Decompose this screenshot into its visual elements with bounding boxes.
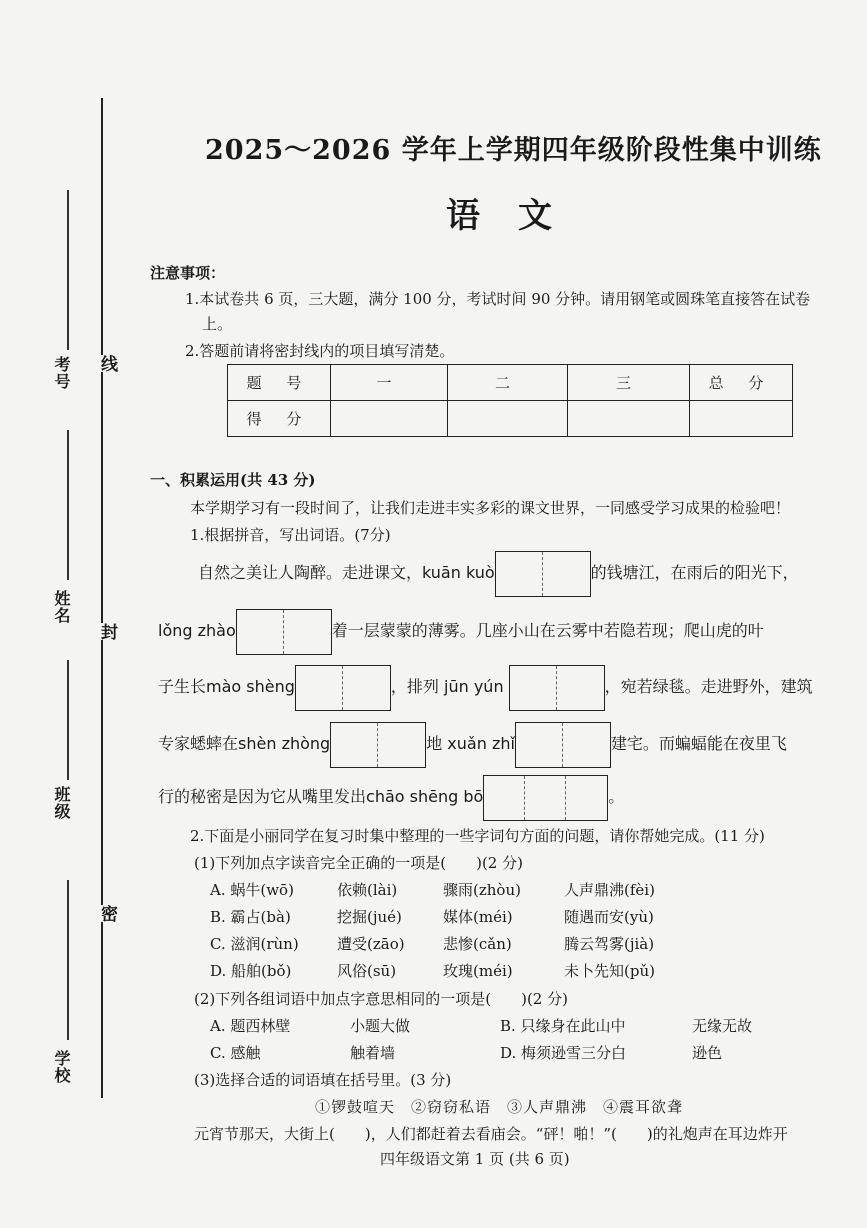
option-d-2: 风俗(sū) xyxy=(337,962,397,980)
pinyin-line-3 xyxy=(158,662,813,712)
school-blank[interactable] xyxy=(67,880,69,1040)
notice-heading: 注意事项： xyxy=(150,264,226,282)
answer-box[interactable] xyxy=(295,665,391,711)
answer-box[interactable] xyxy=(495,551,591,597)
question-2-title: 2.下面是小丽同学在复习时集中整理的一些字词句方面的问题，请你帮她完成。(11 分) xyxy=(190,827,765,845)
seal-char-line: 线 xyxy=(97,355,117,372)
pinyin-line-4 xyxy=(158,719,787,769)
exam-number-label: 考号 xyxy=(52,356,71,390)
option-b-3: 媒体(méi) xyxy=(443,908,513,926)
question-2-3: (3)选择合适的词语填在括号里。(3 分) xyxy=(194,1071,452,1089)
class-blank[interactable] xyxy=(67,660,69,780)
score-cell[interactable] xyxy=(568,401,690,437)
pinyin-line-5 xyxy=(158,772,624,822)
score-header-cell: 总 分 xyxy=(690,365,793,401)
answer-box[interactable] xyxy=(236,609,332,655)
answer-box[interactable] xyxy=(509,665,605,711)
name-blank[interactable] xyxy=(67,430,69,580)
passage-text: 行的秘密是因为它从嘴里发出 xyxy=(158,787,367,806)
word-choices: ①锣鼓喧天 ②窃窃私语 ③人声鼎沸 ④震耳欲聋 xyxy=(315,1098,684,1116)
score-header-cell: 一 xyxy=(331,365,448,401)
passage-text: 自然之美让人陶醉。走进课文， xyxy=(198,563,423,582)
score-cell[interactable] xyxy=(448,401,568,437)
score-cell[interactable] xyxy=(690,401,793,437)
score-header-cell: 二 xyxy=(448,365,568,401)
pinyin-line-2 xyxy=(158,606,764,656)
pinyin-prompt: kuān kuò xyxy=(422,563,495,582)
exam-page xyxy=(150,0,867,1228)
exam-title: 2025～2026 学年上学期四年级阶段性集中训练 xyxy=(205,135,822,166)
option-a-2: 依赖(lài) xyxy=(337,881,398,899)
answer-box[interactable] xyxy=(330,722,426,768)
score-table xyxy=(227,364,793,437)
option-c-3: 悲惨(cǎn) xyxy=(443,935,512,953)
fill-in-sentence: 元宵节那天，大街上( )，人们都赶着去看庙会。“砰！啪！”( )的礼炮声在耳边炸开 xyxy=(194,1125,788,1143)
pinyin-prompt: xuǎn zhǐ xyxy=(447,734,515,753)
passage-text: 。 xyxy=(608,787,625,806)
answer-box[interactable] xyxy=(515,722,611,768)
exam-number-blank[interactable] xyxy=(67,190,69,350)
passage-text: 的钱塘江，在雨后的阳光下， xyxy=(590,563,799,582)
option-b-2: 挖掘(jué) xyxy=(337,908,402,926)
section-1-intro: 本学期学习有一段时间了，让我们走进丰实多彩的课文世界，一同感受学习成果的检验吧！ xyxy=(190,499,791,517)
pinyin-prompt: shèn zhòng xyxy=(238,734,331,753)
option-c-1: C. 滋润(rùn) xyxy=(210,935,299,953)
option-b-1: B. 霸占(bà) xyxy=(210,908,291,926)
option-d-4: 未卜先知(pǔ) xyxy=(564,962,655,980)
seal-char-seal: 封 xyxy=(97,623,117,640)
subject-title: 语文 xyxy=(446,196,590,236)
option-2c-2: 触着墙 xyxy=(350,1044,396,1062)
pinyin-prompt: lǒng zhào xyxy=(158,621,236,640)
seal-char-secret: 密 xyxy=(97,905,117,922)
option-a-3: 骤雨(zhòu) xyxy=(443,881,521,899)
option-2b-2: 无缘无故 xyxy=(692,1017,753,1035)
passage-text: ，宛若绿毯。走进野外，建筑 xyxy=(604,677,813,696)
question-2-2: (2)下列各组词语中加点字意思相同的一项是( )(2 分) xyxy=(194,990,568,1008)
pinyin-prompt: mào shèng xyxy=(206,677,295,696)
option-2a-2: 小题大做 xyxy=(350,1017,411,1035)
school-label: 学校 xyxy=(52,1050,71,1084)
name-label: 姓名 xyxy=(52,590,71,624)
notice-item-1-cont: 上。 xyxy=(202,315,233,333)
class-label: 班级 xyxy=(52,786,71,820)
passage-text: 建宅。而蝙蝠能在夜里飞 xyxy=(610,734,787,753)
option-b-4: 随遇而安(yù) xyxy=(564,908,654,926)
option-c-2: 遭受(zāo) xyxy=(337,935,405,953)
pinyin-prompt: chāo shēng bō xyxy=(366,787,484,806)
passage-text: ，排列 xyxy=(390,677,439,696)
question-2-1: (1)下列加点字读音完全正确的一项是( )(2 分) xyxy=(194,854,523,872)
page-footer: 四年级语文第 1 页 (共 6 页) xyxy=(380,1150,570,1168)
question-1-title: 1.根据拼音，写出词语。(7分) xyxy=(190,526,391,544)
option-2d-2: 逊色 xyxy=(692,1044,723,1062)
notice-item-2: 2.答题前请将密封线内的项目填写清楚。 xyxy=(185,342,455,360)
option-c-4: 腾云驾雾(jià) xyxy=(564,935,655,953)
score-header-cell: 三 xyxy=(568,365,690,401)
binding-line xyxy=(101,98,103,1098)
passage-text: 地 xyxy=(426,734,443,753)
option-d-1: D. 船舶(bǒ) xyxy=(210,962,292,980)
option-a-4: 人声鼎沸(fèi) xyxy=(564,881,655,899)
score-header-cell: 题 号 xyxy=(228,365,331,401)
section-1-heading: 一、积累运用(共 43 分) xyxy=(150,471,316,489)
passage-text: 子生长 xyxy=(158,677,207,696)
option-2b-1: B. 只缘身在此山中 xyxy=(500,1017,626,1035)
option-2c-1: C. 感触 xyxy=(210,1044,261,1062)
score-cell[interactable] xyxy=(331,401,448,437)
pinyin-prompt: jūn yún xyxy=(444,677,504,696)
passage-text: 专家蟋蟀在 xyxy=(158,734,239,753)
notice-item-1: 1.本试卷共 6 页，三大题，满分 100 分，考试时间 90 分钟。请用钢笔或圆珠笔直接答在试卷 xyxy=(185,290,811,308)
option-2a-1: A. 题西林壁 xyxy=(210,1017,291,1035)
option-d-3: 玫瑰(méi) xyxy=(443,962,513,980)
answer-box[interactable] xyxy=(483,775,608,821)
option-a-1: A. 蜗牛(wō) xyxy=(210,881,294,899)
pinyin-line-1 xyxy=(198,548,799,598)
score-row-label: 得 分 xyxy=(228,401,331,437)
option-2d-1: D. 梅须逊雪三分白 xyxy=(500,1044,627,1062)
passage-text: 着一层蒙蒙的薄雾。几座小山在云雾中若隐若现；爬山虎的叶 xyxy=(331,621,764,640)
